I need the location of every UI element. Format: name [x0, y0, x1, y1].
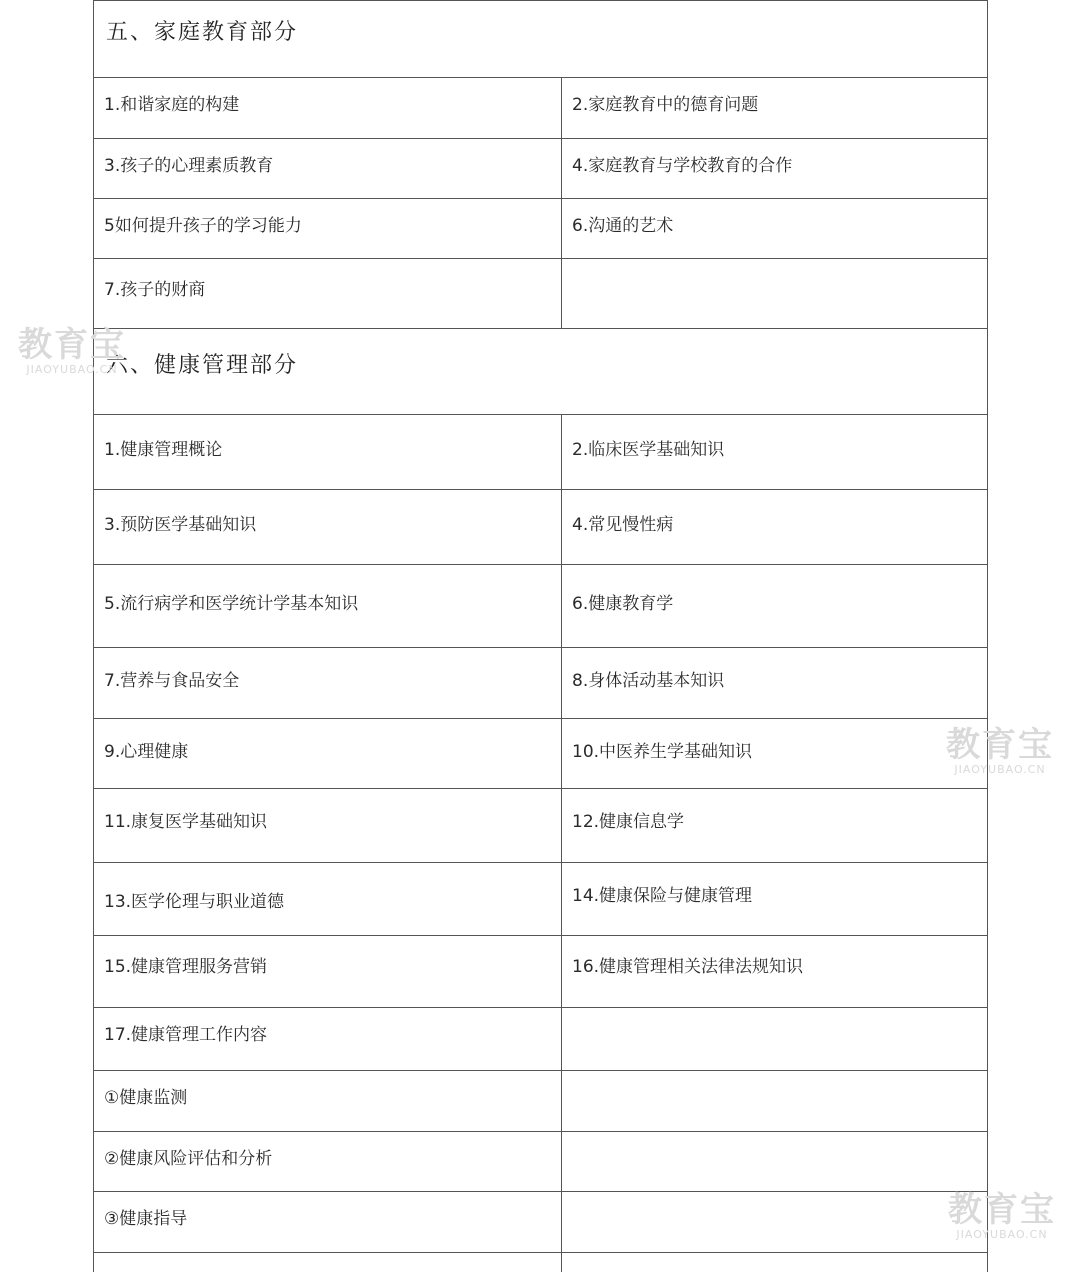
table-cell: 3.孩子的心理素质教育 [94, 139, 562, 198]
watermark-text: 教育宝 [948, 1190, 1056, 1230]
table-cell: 2.家庭教育中的德育问题 [572, 95, 759, 115]
table-row [94, 1070, 987, 1131]
table-cell: 7.营养与食品安全 [94, 648, 562, 718]
table-cell: 8.身体活动基本知识 [572, 671, 725, 691]
table-cell: 3.预防医学基础知识 [94, 490, 562, 564]
table-cell: 13.医学伦理与职业道德 [94, 863, 562, 935]
section-title-family-education: 五、家庭教育部分 [94, 0, 987, 77]
table-cell: ①健康监测 [94, 1071, 562, 1131]
table-row [94, 1191, 987, 1252]
table-row [94, 414, 987, 489]
watermark-text: 教育宝 [946, 725, 1054, 765]
table-row [94, 258, 987, 328]
table-cell: 16.健康管理相关法律法规知识 [572, 957, 804, 977]
table-row [94, 935, 987, 1007]
table-cell: ③健康指导 [94, 1192, 562, 1252]
watermark-url: JIAOYUBAO.CN [954, 763, 1046, 776]
watermark-url: JIAOYUBAO.CN [26, 363, 118, 376]
table-cell [562, 259, 987, 328]
table-cell: 6.健康教育学 [572, 594, 674, 614]
table-cell [562, 1071, 987, 1131]
table-cell: 2.临床医学基础知识 [572, 440, 725, 460]
table-row [94, 489, 987, 564]
table-cell [562, 1253, 987, 1272]
table-cell [562, 1008, 987, 1070]
table-row [94, 1252, 987, 1272]
watermark-url: JIAOYUBAO.CN [956, 1228, 1048, 1241]
table-cell: 5如何提升孩子的学习能力 [94, 199, 562, 258]
table-cell [94, 1253, 562, 1272]
table-cell: 1.健康管理概论 [94, 415, 562, 489]
table-cell: 14.健康保险与健康管理 [572, 886, 753, 906]
table-row [94, 564, 987, 647]
table-row [94, 862, 987, 935]
section-title-health-management: 六、健康管理部分 [94, 328, 987, 414]
table-cell: 12.健康信息学 [572, 812, 685, 832]
table-row [94, 138, 987, 198]
table-cell: 1.和谐家庭的构建 [94, 78, 562, 138]
table-row [94, 1007, 987, 1070]
table-row [94, 718, 987, 788]
table-cell [562, 1132, 987, 1191]
table-row [94, 788, 987, 862]
table-cell: 11.康复医学基础知识 [94, 789, 562, 862]
table-row [94, 77, 987, 138]
table-cell: 4.常见慢性病 [572, 515, 674, 535]
table-cell: 15.健康管理服务营销 [94, 936, 562, 1007]
table-cell: 9.心理健康 [94, 719, 562, 788]
table-row [94, 1131, 987, 1191]
table-cell: 4.家庭教育与学校教育的合作 [572, 156, 793, 176]
table-row [94, 198, 987, 258]
watermark-text: 教育宝 [18, 325, 126, 365]
table-cell: 6.沟通的艺术 [572, 216, 674, 236]
table-row [94, 647, 987, 718]
table-cell: 5.流行病学和医学统计学基本知识 [94, 565, 562, 647]
table-cell: 7.孩子的财商 [94, 259, 562, 328]
document-table [93, 0, 988, 1272]
table-cell [562, 1192, 987, 1252]
table-cell: ②健康风险评估和分析 [94, 1132, 562, 1191]
table-cell: 17.健康管理工作内容 [94, 1008, 562, 1070]
table-cell: 10.中医养生学基础知识 [572, 742, 753, 762]
